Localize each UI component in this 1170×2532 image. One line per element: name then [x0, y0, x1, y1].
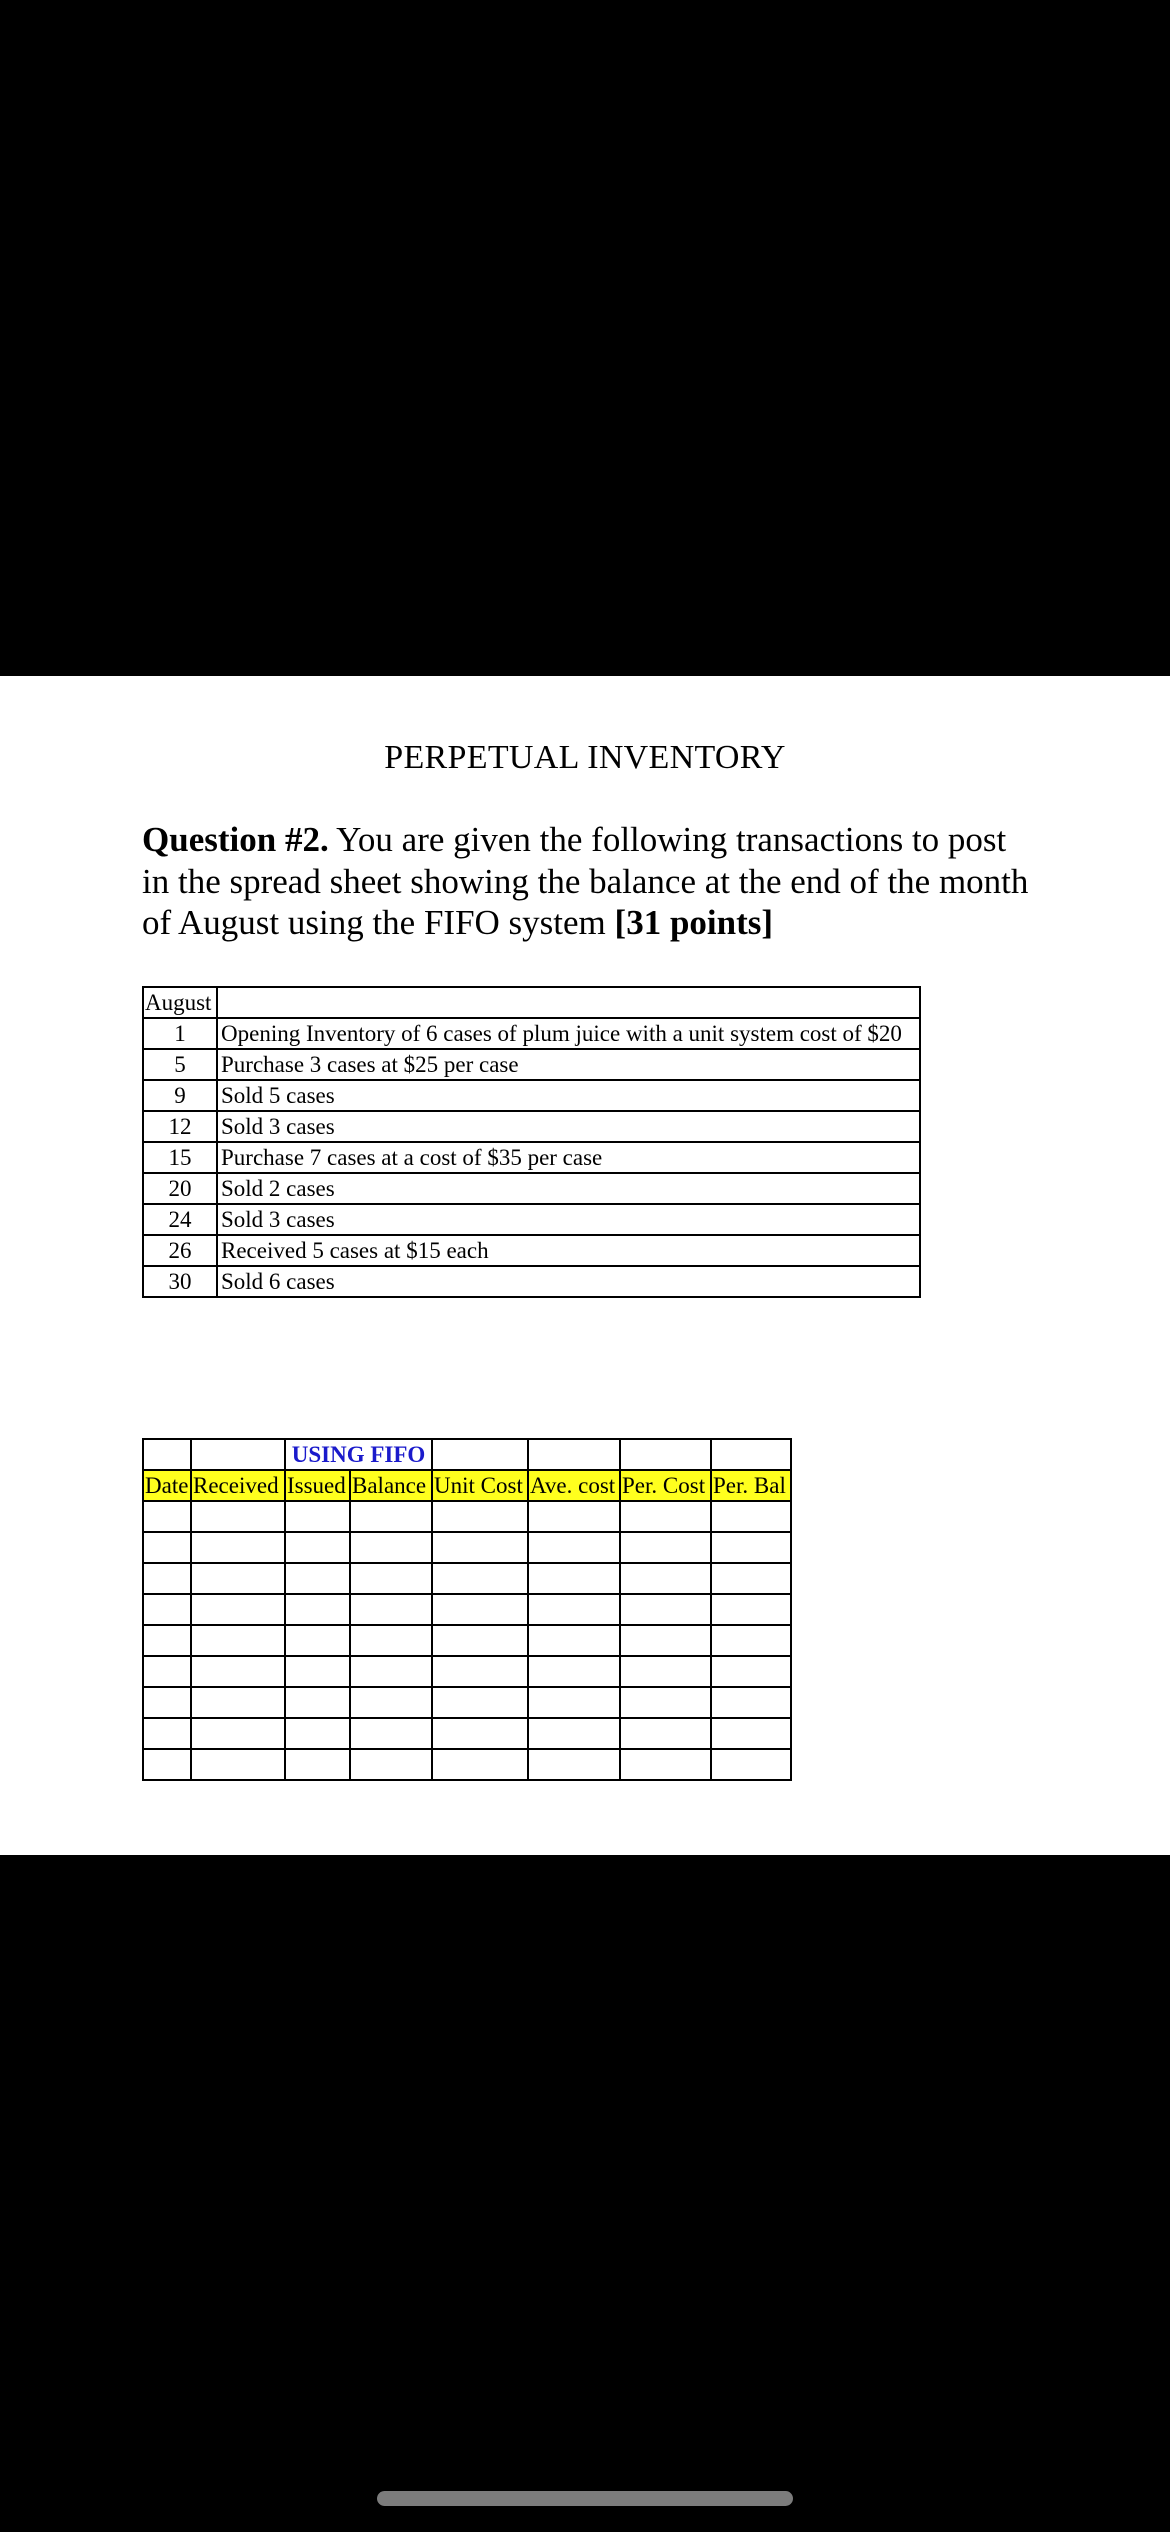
empty-cell[interactable]	[432, 1532, 528, 1563]
question-body: You are given the following transactions to post in the spread sheet showing the balance at the end of the month of August using the FIFO system	[142, 820, 1029, 942]
empty-cell[interactable]	[350, 1563, 432, 1594]
transaction-row	[143, 1235, 920, 1266]
column-header: Unit Cost	[432, 1470, 528, 1501]
empty-cell[interactable]	[432, 1594, 528, 1625]
empty-cell[interactable]	[432, 1687, 528, 1718]
transaction-description: Purchase 3 cases at $25 per case	[217, 1049, 920, 1080]
fifo-label: USING FIFO	[285, 1439, 432, 1470]
fifo-entry-row	[143, 1594, 791, 1625]
empty-cell[interactable]	[143, 1749, 191, 1780]
column-header: Date	[143, 1470, 191, 1501]
empty-cell[interactable]	[528, 1501, 620, 1532]
empty-cell[interactable]	[528, 1749, 620, 1780]
document-page	[0, 676, 1170, 1855]
empty-cell[interactable]	[143, 1563, 191, 1594]
empty-cell[interactable]	[711, 1501, 791, 1532]
cell	[432, 1439, 528, 1470]
empty-cell[interactable]	[620, 1532, 711, 1563]
transaction-description: Sold 3 cases	[217, 1111, 920, 1142]
fifo-entry-row	[143, 1501, 791, 1532]
empty-cell[interactable]	[528, 1563, 620, 1594]
empty-cell[interactable]	[350, 1594, 432, 1625]
column-header: Per. Bal	[711, 1470, 791, 1501]
empty-cell[interactable]	[528, 1594, 620, 1625]
transaction-row	[143, 1049, 920, 1080]
column-header: Issued	[285, 1470, 350, 1501]
transaction-row	[143, 1142, 920, 1173]
empty-cell[interactable]	[285, 1656, 350, 1687]
transaction-row	[143, 1204, 920, 1235]
transaction-description: Sold 2 cases	[217, 1173, 920, 1204]
empty-cell[interactable]	[191, 1656, 285, 1687]
empty-cell[interactable]	[350, 1718, 432, 1749]
transaction-row	[143, 1266, 920, 1297]
fifo-entry-row	[143, 1532, 791, 1563]
empty-cell[interactable]	[191, 1532, 285, 1563]
empty-cell[interactable]	[528, 1625, 620, 1656]
empty-cell[interactable]	[143, 1656, 191, 1687]
page-title: PERPETUAL INVENTORY	[384, 739, 786, 776]
column-header: Received	[191, 1470, 285, 1501]
empty-cell[interactable]	[620, 1563, 711, 1594]
empty-cell[interactable]	[285, 1594, 350, 1625]
transaction-day: 1	[143, 1018, 217, 1049]
empty-cell[interactable]	[528, 1656, 620, 1687]
cell	[143, 1439, 191, 1470]
empty-cell[interactable]	[191, 1749, 285, 1780]
empty-cell[interactable]	[191, 1594, 285, 1625]
empty-cell[interactable]	[350, 1501, 432, 1532]
transaction-description: Sold 3 cases	[217, 1204, 920, 1235]
transaction-row	[143, 1111, 920, 1142]
cell	[711, 1439, 791, 1470]
empty-cell[interactable]	[191, 1625, 285, 1656]
empty-cell[interactable]	[350, 1656, 432, 1687]
transaction-day: 30	[143, 1266, 217, 1297]
transaction-description: Received 5 cases at $15 each	[217, 1235, 920, 1266]
empty-cell[interactable]	[191, 1718, 285, 1749]
empty-cell[interactable]	[191, 1563, 285, 1594]
fifo-label-row	[143, 1439, 791, 1470]
empty-cell[interactable]	[143, 1532, 191, 1563]
empty-cell[interactable]	[432, 1625, 528, 1656]
empty-cell[interactable]	[285, 1563, 350, 1594]
empty-cell[interactable]	[143, 1501, 191, 1532]
empty-cell[interactable]	[350, 1532, 432, 1563]
transactions-header-row	[143, 987, 920, 1018]
empty-cell[interactable]	[143, 1718, 191, 1749]
transaction-day: 15	[143, 1142, 217, 1173]
empty-cell[interactable]	[620, 1625, 711, 1656]
empty-cell[interactable]	[191, 1501, 285, 1532]
empty-cell[interactable]	[285, 1501, 350, 1532]
fifo-entry-row	[143, 1718, 791, 1749]
empty-cell[interactable]	[143, 1687, 191, 1718]
column-header: Ave. cost	[528, 1470, 620, 1501]
empty-cell[interactable]	[711, 1594, 791, 1625]
empty-cell[interactable]	[285, 1625, 350, 1656]
fifo-spreadsheet	[142, 1438, 792, 1781]
empty-cell[interactable]	[711, 1532, 791, 1563]
transaction-day: 5	[143, 1049, 217, 1080]
fifo-entry-row	[143, 1563, 791, 1594]
transaction-day: 20	[143, 1173, 217, 1204]
column-header: Balance	[350, 1470, 432, 1501]
empty-cell[interactable]	[711, 1625, 791, 1656]
empty-cell[interactable]	[432, 1563, 528, 1594]
fifo-entry-row	[143, 1656, 791, 1687]
transaction-description: Sold 6 cases	[217, 1266, 920, 1297]
empty-cell[interactable]	[620, 1687, 711, 1718]
home-indicator[interactable]	[377, 2491, 793, 2506]
transactions-table	[142, 986, 921, 1298]
transaction-description: Opening Inventory of 6 cases of plum juice with a unit system cost of $20	[217, 1018, 920, 1049]
empty-cell[interactable]	[432, 1501, 528, 1532]
empty-cell[interactable]	[620, 1594, 711, 1625]
empty-cell[interactable]	[143, 1594, 191, 1625]
column-header: Per. Cost	[620, 1470, 711, 1501]
empty-cell[interactable]	[285, 1749, 350, 1780]
transaction-description: Sold 5 cases	[217, 1080, 920, 1111]
empty-cell[interactable]	[285, 1718, 350, 1749]
empty-cell[interactable]	[432, 1749, 528, 1780]
empty-cell[interactable]	[432, 1718, 528, 1749]
fifo-entry-row	[143, 1749, 791, 1780]
description-header	[217, 987, 920, 1018]
empty-cell[interactable]	[350, 1687, 432, 1718]
transaction-description: Purchase 7 cases at a cost of $35 per case	[217, 1142, 920, 1173]
fifo-header-row	[143, 1470, 791, 1501]
empty-cell[interactable]	[350, 1625, 432, 1656]
empty-cell[interactable]	[620, 1656, 711, 1687]
empty-cell[interactable]	[528, 1532, 620, 1563]
empty-cell[interactable]	[711, 1718, 791, 1749]
empty-cell[interactable]	[711, 1687, 791, 1718]
transaction-day: 12	[143, 1111, 217, 1142]
cell	[528, 1439, 620, 1470]
transaction-row	[143, 1173, 920, 1204]
fifo-entry-row	[143, 1625, 791, 1656]
empty-cell[interactable]	[528, 1718, 620, 1749]
empty-cell[interactable]	[143, 1625, 191, 1656]
transaction-day: 24	[143, 1204, 217, 1235]
empty-cell[interactable]	[620, 1749, 711, 1780]
empty-cell[interactable]	[350, 1749, 432, 1780]
question-text	[142, 819, 1042, 944]
empty-cell[interactable]	[620, 1501, 711, 1532]
empty-cell[interactable]	[528, 1687, 620, 1718]
transaction-day: 26	[143, 1235, 217, 1266]
cell	[620, 1439, 711, 1470]
empty-cell[interactable]	[620, 1718, 711, 1749]
transaction-day: 9	[143, 1080, 217, 1111]
transaction-row	[143, 1080, 920, 1111]
empty-cell[interactable]	[285, 1532, 350, 1563]
empty-cell[interactable]	[285, 1687, 350, 1718]
empty-cell[interactable]	[191, 1687, 285, 1718]
month-header: August	[143, 987, 217, 1018]
cell	[191, 1439, 285, 1470]
empty-cell[interactable]	[432, 1656, 528, 1687]
question-points: [31 points]	[614, 903, 774, 942]
question-label: Question #2.	[142, 820, 329, 859]
empty-cell[interactable]	[711, 1563, 791, 1594]
transaction-row	[143, 1018, 920, 1049]
empty-cell[interactable]	[711, 1749, 791, 1780]
empty-cell[interactable]	[711, 1656, 791, 1687]
fifo-entry-row	[143, 1687, 791, 1718]
